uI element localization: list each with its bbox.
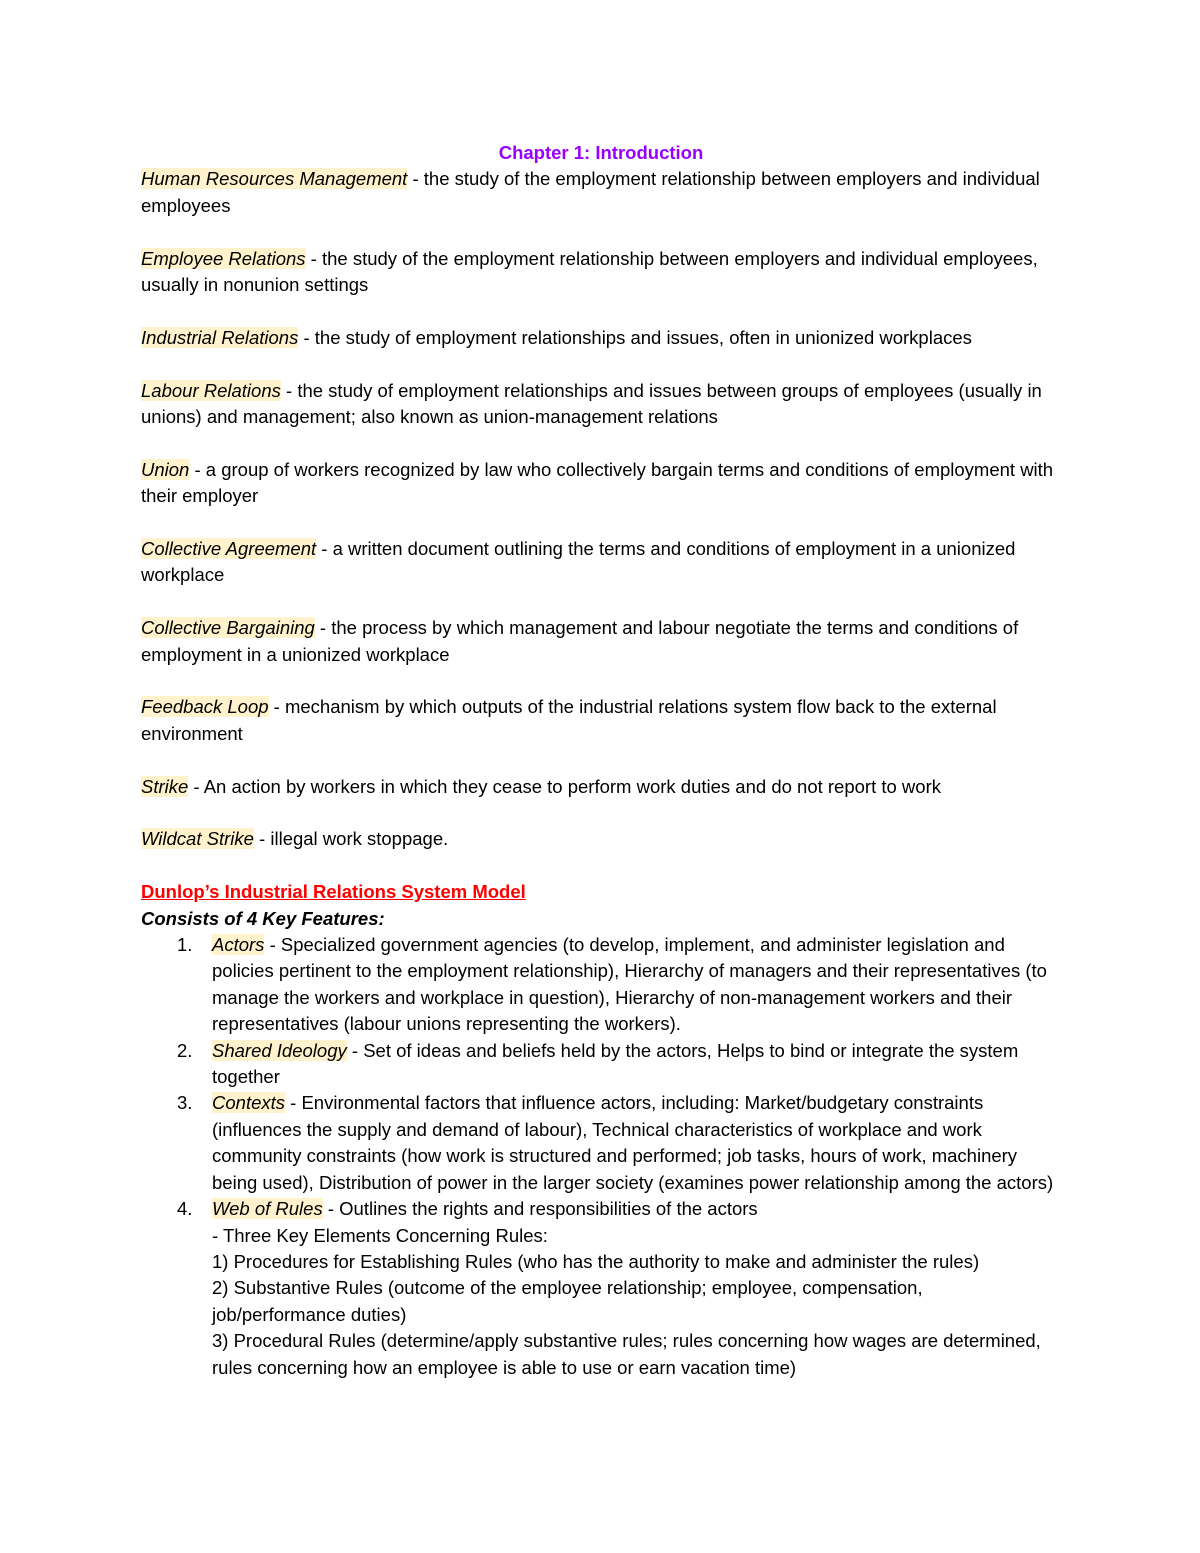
definition-item <box>141 246 1061 299</box>
definition-term: Feedback Loop <box>141 696 269 718</box>
definition-text: - the study of the employment relationship between employers and individual employees, usually in nonunion settings <box>141 247 1038 296</box>
definition-term: Collective Bargaining <box>141 617 315 639</box>
feature-term: Actors <box>212 934 265 956</box>
feature-text: - Specialized government agencies (to develop, implement, and administer legislation and policies pertinent to the employment relationship), Hierarchy of managers and their representatives (to manage the workers and workplace in question), Hierarchy of non-management workers and their representatives (labour unions representing the workers). <box>212 934 1047 1035</box>
feature-item <box>141 1090 1061 1196</box>
definition-text: - a written document outlining the terms and conditions of employment in a unionized workplace <box>141 538 1016 586</box>
definition-item <box>141 694 1061 747</box>
feature-text: - Set of ideas and beliefs held by the actors, Helps to bind or integrate the system together <box>212 1039 1019 1088</box>
feature-term: Shared Ideology <box>212 1039 347 1061</box>
definition-term: Wildcat Strike <box>141 828 254 850</box>
definition-item <box>141 166 1061 219</box>
definition-term: Employee Relations <box>141 247 306 269</box>
feature-item <box>141 1038 1061 1091</box>
definition-item <box>141 378 1061 431</box>
definition-text: - the study of employment relationships and issues between groups of employees (usually in unions) and management; also known as union-management relations <box>141 379 1042 428</box>
feature-text: - Outlines the rights and responsibilities of the actors <box>322 1198 758 1220</box>
document-page <box>141 140 1061 1381</box>
rule-item: 1) Procedures for Establishing Rules (who has the authority to make and administer the rules) <box>212 1250 980 1272</box>
feature-item <box>141 1196 1061 1381</box>
definition-text: - illegal work stoppage. <box>253 828 449 850</box>
definition-text: - the study of the employment relationship between employers and individual employees <box>141 168 1040 216</box>
definition-item <box>141 774 1061 800</box>
definition-item <box>141 457 1061 510</box>
feature-item <box>141 932 1061 1038</box>
feature-number: 4. <box>177 1198 193 1220</box>
section-heading: Dunlop’s Industrial Relations System Model <box>141 881 526 903</box>
feature-text: - Environmental factors that influence actors, including: Market/budgetary constraints (influences the supply and demand of labour), Technical characteristics of workplace and work community constraints (how work is structured and performed; job tasks, hours of work, machinery being used), Distribution of power in the larger society (examines power relationship among the actors) <box>212 1092 1054 1193</box>
definition-text: - mechanism by which outputs of the industrial relations system flow back to the external environment <box>141 696 997 744</box>
features-list <box>141 932 1061 1381</box>
definition-item <box>141 615 1061 668</box>
definition-term: Collective Agreement <box>141 538 317 560</box>
rule-item: 2) Substantive Rules (outcome of the employee relationship; employee, compensation, job/performance duties) <box>212 1277 923 1325</box>
definition-text: - the process by which management and labour negotiate the terms and conditions of employment in a unionized workplace <box>141 617 1019 665</box>
rule-item: 3) Procedural Rules (determine/apply substantive rules; rules concerning how wages are determined, rules concerning how an employee is able to use or earn vacation time) <box>212 1330 1041 1378</box>
feature-number: 2. <box>177 1039 193 1061</box>
feature-number: 1. <box>177 934 193 956</box>
section-subheading: Consists of 4 Key Features: <box>141 907 385 929</box>
feature-number: 3. <box>177 1092 193 1114</box>
definition-term: Union <box>141 458 190 480</box>
definition-term: Human Resources Management <box>141 168 408 190</box>
definition-term: Labour Relations <box>141 379 281 401</box>
definition-text: - a group of workers recognized by law who collectively bargain terms and conditions of employment with their employer <box>141 458 1054 507</box>
definition-term: Industrial Relations <box>141 326 299 348</box>
definition-item <box>141 536 1061 589</box>
feature-term: Web of Rules <box>212 1198 323 1220</box>
definition-text: - the study of employment relationships and issues, often in unionized workplaces <box>298 326 972 348</box>
page-title: Chapter 1: Introduction <box>498 142 704 163</box>
definition-term: Strike <box>141 775 189 797</box>
definition-item <box>141 826 1061 852</box>
definitions-list <box>141 166 1061 852</box>
definition-item <box>141 325 1061 351</box>
rules-intro: - Three Key Elements Concerning Rules: <box>212 1224 548 1246</box>
definition-text: - An action by workers in which they cease to perform work duties and do not report to work <box>188 775 941 797</box>
feature-term: Contexts <box>212 1092 286 1114</box>
